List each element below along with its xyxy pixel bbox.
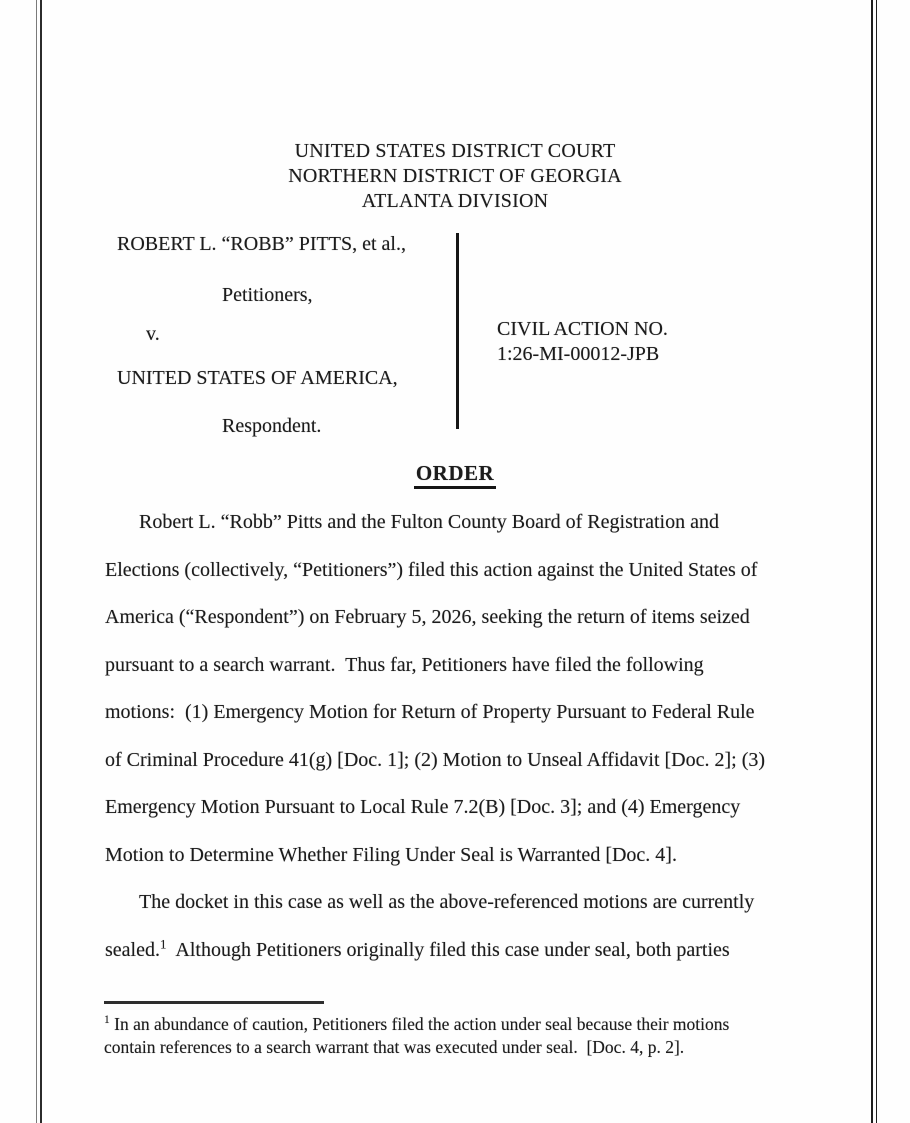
civil-action-number: 1:26-MI-00012-JPB [497, 343, 660, 365]
respondent-role: Respondent. [222, 415, 322, 437]
paragraph-line [105, 927, 829, 975]
body-paragraph-1 [105, 499, 829, 879]
paragraph-line: America (“Respondent”) on February 5, 2026, seeking the return of items seized [105, 606, 750, 628]
footnote-line: contain references to a search warrant that was executed under seal. [Doc. 4, p. 2]. [104, 1037, 685, 1057]
paragraph-line: Elections (collectively, “Petitioners”) filed this action against the United States of [105, 558, 758, 581]
footnote-section [104, 1013, 859, 1059]
versus-label: v. [146, 323, 160, 345]
court-district: NORTHERN DISTRICT OF GEORGIA [288, 165, 622, 187]
paragraph-line: Robert L. “Robb” Pitts and the Fulton County Board of Registration and [139, 511, 719, 533]
petitioner-role: Petitioners, [222, 284, 313, 306]
body-paragraph-2 [105, 879, 829, 974]
footnote-separator-line [104, 1001, 324, 1004]
paragraph-line: of Criminal Procedure 41(g) [Doc. 1]; (2) Motion to Unseal Affidavit [Doc. 2]; (3) [105, 748, 766, 771]
caption-divider-line [456, 233, 459, 429]
right-page-edge-line [871, 0, 877, 1123]
footnote-line [104, 1013, 859, 1036]
paragraph-line: motions: (1) Emergency Motion for Return of Property Pursuant to Federal Rule [105, 701, 755, 723]
order-heading-row [0, 461, 910, 489]
paragraph-line: Motion to Determine Whether Filing Under Seal is Warranted [Doc. 4]. [105, 843, 677, 866]
court-division: ATLANTA DIVISION [361, 190, 549, 212]
court-header [40, 139, 870, 214]
footnote-reference-1: 1 [159, 935, 167, 951]
paragraph-text: Although Petitioners originally filed this case under seal, both parties [166, 938, 730, 961]
civil-action-label: CIVIL ACTION NO. [497, 318, 668, 340]
paragraph-line: The docket in this case as well as the above-referenced motions are currently [139, 891, 755, 913]
footnote-marker: 1 [104, 1014, 110, 1027]
respondent-name: UNITED STATES OF AMERICA, [117, 367, 398, 389]
order-heading: ORDER [414, 461, 496, 489]
petitioner-name: ROBERT L. “ROBB” PITTS, et al., [117, 233, 406, 255]
court-name: UNITED STATES DISTRICT COURT [294, 140, 616, 162]
paragraph-line: pursuant to a search warrant. Thus far, Petitioners have filed the following [105, 653, 704, 676]
order-body [105, 499, 829, 974]
footnote-text: In an abundance of caution, Petitioners filed the action under seal because their motions [109, 1014, 730, 1034]
paragraph-line: Emergency Motion Pursuant to Local Rule 7.2(B) [Doc. 3]; and (4) Emergency [105, 796, 741, 818]
paragraph-text: sealed. [105, 938, 160, 961]
